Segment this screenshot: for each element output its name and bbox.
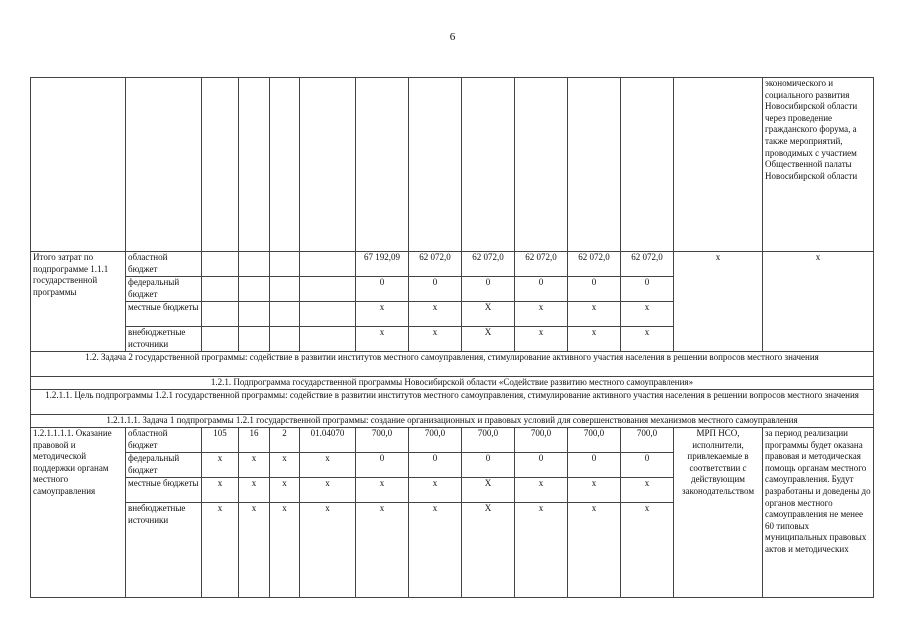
code-cell: x bbox=[239, 453, 270, 478]
amount-cell: X bbox=[462, 503, 515, 598]
code-cell: x bbox=[300, 503, 356, 598]
code-cell: x bbox=[202, 503, 239, 598]
funding-source: внебюджетные источники bbox=[126, 503, 202, 598]
code-cell: 01.04070 bbox=[300, 428, 356, 453]
code-cell: 16 bbox=[239, 428, 270, 453]
executor-cell: x bbox=[674, 252, 763, 352]
funding-source: областной бюджет bbox=[126, 428, 202, 453]
amount-cell: 0 bbox=[621, 277, 674, 302]
code-cell: x bbox=[270, 478, 300, 503]
amount-cell: 0 bbox=[409, 277, 462, 302]
amount-cell: 700,0 bbox=[568, 428, 621, 453]
amount-cell: 0 bbox=[515, 277, 568, 302]
funding-source: федеральный бюджет bbox=[126, 453, 202, 478]
table-row bbox=[31, 428, 874, 453]
amount-cell: 0 bbox=[462, 453, 515, 478]
executor-cell: МРП НСО, исполнители, привлекаемые в соответствии с действующим законодательством bbox=[674, 428, 763, 598]
amount-cell: 700,0 bbox=[462, 428, 515, 453]
amount-cell: 62 072,0 bbox=[409, 252, 462, 277]
amount-cell: x bbox=[356, 327, 409, 352]
amount-cell: x bbox=[515, 503, 568, 598]
amount-cell: 0 bbox=[409, 453, 462, 478]
funding-source: внебюджетные источники bbox=[126, 327, 202, 352]
section-heading-row bbox=[31, 390, 874, 415]
code-cell: x bbox=[202, 453, 239, 478]
amount-cell: 67 192,09 bbox=[356, 252, 409, 277]
amount-cell: 0 bbox=[356, 453, 409, 478]
amount-cell: 62 072,0 bbox=[621, 252, 674, 277]
funding-source: местные бюджеты bbox=[126, 478, 202, 503]
table-row bbox=[31, 252, 874, 277]
amount-cell: x bbox=[621, 478, 674, 503]
amount-cell: x bbox=[621, 302, 674, 327]
section-heading-row bbox=[31, 352, 874, 377]
measure-label: 1.2.1.1.1.1. Оказание правовой и методической поддержки органам местного самоуправления bbox=[31, 428, 126, 598]
page-number: 6 bbox=[449, 31, 456, 43]
code-cell: x bbox=[300, 453, 356, 478]
funding-source: федеральный бюджет bbox=[126, 277, 202, 302]
amount-cell: 0 bbox=[515, 453, 568, 478]
funding-source: областной бюджет bbox=[126, 252, 202, 277]
continuation-row bbox=[31, 78, 874, 252]
amount-cell: 0 bbox=[356, 277, 409, 302]
amount-cell: x bbox=[356, 503, 409, 598]
amount-cell: 62 072,0 bbox=[568, 252, 621, 277]
amount-cell: x bbox=[409, 478, 462, 503]
funding-source: местные бюджеты bbox=[126, 302, 202, 327]
amount-cell: 0 bbox=[568, 277, 621, 302]
amount-cell: 0 bbox=[621, 453, 674, 478]
amount-cell: X bbox=[462, 302, 515, 327]
amount-cell: x bbox=[409, 327, 462, 352]
amount-cell: x bbox=[515, 478, 568, 503]
amount-cell: 700,0 bbox=[621, 428, 674, 453]
result-note: экономического и социального развития Новосибирской области через проведение гражданского форума, а также мероприятий, проводимых с участием Общественной палаты Новосибирской области bbox=[763, 78, 874, 252]
code-cell: x bbox=[270, 453, 300, 478]
code-cell: x bbox=[239, 478, 270, 503]
code-cell: x bbox=[202, 478, 239, 503]
code-cell: 105 bbox=[202, 428, 239, 453]
program-table bbox=[30, 77, 874, 598]
amount-cell: x bbox=[356, 478, 409, 503]
amount-cell: X bbox=[462, 478, 515, 503]
subprogram-heading: 1.2.1. Подпрограмма государственной программы Новосибирской области «Содействие развитию местного самоуправления» bbox=[31, 377, 874, 390]
code-cell: x bbox=[239, 503, 270, 598]
amount-cell: x bbox=[568, 478, 621, 503]
amount-cell: x bbox=[409, 302, 462, 327]
code-cell: x bbox=[270, 503, 300, 598]
amount-cell: x bbox=[621, 503, 674, 598]
subtask-heading: 1.2.1.1.1. Задача 1 подпрограммы 1.2.1 государственной программы: создание организационных и правовых условий для совершенствования механизмов местного самоуправления bbox=[31, 415, 874, 428]
code-cell: x bbox=[300, 478, 356, 503]
amount-cell: 62 072,0 bbox=[515, 252, 568, 277]
amount-cell: 700,0 bbox=[515, 428, 568, 453]
task-heading: 1.2. Задача 2 государственной программы: содействие в развитии институтов местного самоуправления, стимулирование активного участия населения в решении вопросов местного значения bbox=[31, 352, 874, 377]
code-cell: 2 bbox=[270, 428, 300, 453]
amount-cell: x bbox=[621, 327, 674, 352]
amount-cell: x bbox=[515, 327, 568, 352]
amount-cell: 0 bbox=[462, 277, 515, 302]
amount-cell: x bbox=[568, 503, 621, 598]
amount-cell: x bbox=[409, 503, 462, 598]
amount-cell: 700,0 bbox=[409, 428, 462, 453]
amount-cell: x bbox=[356, 302, 409, 327]
amount-cell: x bbox=[515, 302, 568, 327]
result-cell: за период реализации программы будет оказана правовая и методическая помощь органам местного самоуправления. Будут разработаны и доведены до органов местного самоуправления не менее 60 типовых муниципальных правовых актов и методических bbox=[763, 428, 874, 598]
amount-cell: x bbox=[568, 302, 621, 327]
goal-heading: 1.2.1.1. Цель подпрограммы 1.2.1 государственной программы: содействие в развитии институтов местного самоуправления, стимулирование активного участия населения в решении вопросов местного значения bbox=[31, 390, 874, 415]
amount-cell: 0 bbox=[568, 453, 621, 478]
amount-cell: 62 072,0 bbox=[462, 252, 515, 277]
amount-cell: X bbox=[462, 327, 515, 352]
amount-cell: 700,0 bbox=[356, 428, 409, 453]
result-cell: x bbox=[763, 252, 874, 352]
section-heading-row bbox=[31, 377, 874, 390]
itogo-label: Итого затрат по подпрограмме 1.1.1 государственной программы bbox=[31, 252, 126, 352]
section-heading-row bbox=[31, 415, 874, 428]
amount-cell: x bbox=[568, 327, 621, 352]
